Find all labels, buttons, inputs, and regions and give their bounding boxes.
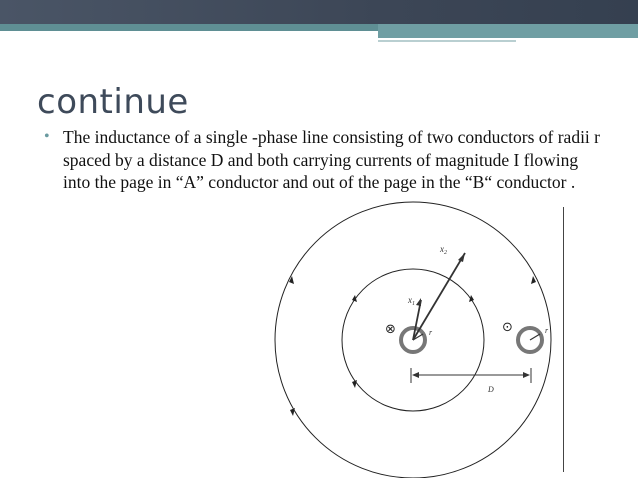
inner-arrow-right (469, 295, 474, 302)
outer-arrow-left-lower (290, 408, 295, 416)
label-r-a: r (429, 328, 433, 337)
slide-title: continue (37, 82, 189, 122)
outer-arrow-right-upper (531, 276, 536, 284)
label-x1: $x_1$ (408, 295, 415, 307)
dimension-arrow-left (412, 372, 419, 378)
out-of-page-symbol: ⊙ (502, 320, 513, 335)
radius-x1-arrowhead (416, 298, 421, 306)
inner-arrow-left-lower (352, 380, 357, 388)
radius-x2-arrowhead (458, 253, 465, 262)
bullet-dot-icon: • (44, 128, 50, 145)
dimension-arrow-right (523, 372, 530, 378)
label-d: D (488, 385, 494, 394)
bullet-text: The inductance of a single -phase line consisting of two conductors of radii r spaced by a distance D and both carrying currents of magnitude I flowing into the page in “A” conductor and out of the page in the “B“ conductor . (63, 127, 600, 192)
label-r-b: r (545, 326, 549, 335)
label-x2: $x_2$ (440, 244, 447, 256)
radius-x2-line (413, 253, 465, 340)
into-page-symbol: ⊗ (385, 322, 396, 337)
inner-arrow-left (352, 295, 357, 302)
radius-r-b-line (530, 334, 540, 340)
